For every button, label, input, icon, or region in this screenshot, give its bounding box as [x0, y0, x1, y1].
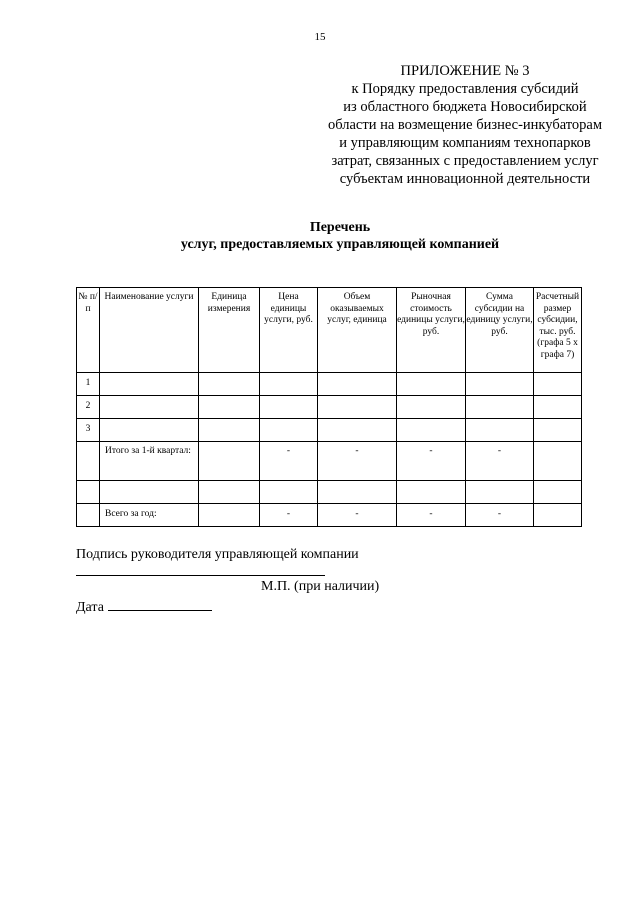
table-cell — [534, 373, 582, 396]
appendix-line: субъектам инновационной деятельности — [339, 171, 591, 187]
appendix-title: ПРИЛОЖЕНИЕ № 3 — [400, 63, 530, 79]
table-cell — [466, 481, 534, 504]
signature-label: Подпись руководителя управляющей компании — [76, 547, 359, 562]
appendix-line: и управляющим компаниям технопарков — [339, 135, 591, 151]
table-cell: - — [466, 504, 534, 527]
signature-block — [76, 546, 359, 564]
header-cell: № п/п — [77, 288, 100, 373]
title-line-1: Перечень — [309, 220, 371, 235]
services-table — [76, 287, 582, 527]
table-cell — [199, 373, 260, 396]
header-cell: Сумма субсидии на единицу услуги, руб. — [466, 288, 534, 373]
table-cell — [466, 396, 534, 419]
table-cell — [318, 373, 397, 396]
date-label: Дата — [76, 600, 104, 615]
table-cell — [534, 396, 582, 419]
table-header-row — [77, 288, 582, 373]
date-line — [108, 597, 212, 611]
table-cell: 3 — [77, 419, 100, 442]
table-row — [77, 419, 582, 442]
table-cell — [77, 481, 100, 504]
table-cell — [397, 419, 466, 442]
stamp-label: М.П. (при наличии) — [261, 579, 380, 594]
table-cell: - — [397, 442, 466, 481]
table-cell — [260, 419, 318, 442]
table-cell — [260, 481, 318, 504]
quarter-total-label: Итого за 1-й квартал: — [100, 442, 199, 481]
table-cell — [397, 396, 466, 419]
table-row — [77, 481, 582, 504]
table-cell — [77, 504, 100, 527]
table-cell: - — [318, 442, 397, 481]
table-cell — [199, 396, 260, 419]
table-row — [77, 396, 582, 419]
table-cell: - — [397, 504, 466, 527]
table-cell — [100, 419, 199, 442]
table-cell: - — [466, 442, 534, 481]
table-cell — [397, 373, 466, 396]
page-number: 15 — [314, 31, 326, 43]
header-cell: Наименование услуги — [100, 288, 199, 373]
table-cell — [199, 481, 260, 504]
table-row-year-total — [77, 504, 582, 527]
table-cell: - — [260, 504, 318, 527]
table-cell — [199, 504, 260, 527]
table-cell: 2 — [77, 396, 100, 419]
date-field — [76, 597, 212, 616]
table-cell — [199, 419, 260, 442]
table-cell: - — [318, 504, 397, 527]
table-cell — [534, 442, 582, 481]
header-cell: Цена единицы услуги, руб. — [260, 288, 318, 373]
appendix-line: затрат, связанных с предоставлением услуг — [331, 153, 599, 169]
table-cell — [466, 373, 534, 396]
appendix-line: к Порядку предоставления субсидий — [351, 81, 579, 97]
header-cell: Расчетный размер субсидии, тыс. руб. (графа 5 x графа 7) — [534, 288, 582, 373]
table-cell — [397, 481, 466, 504]
year-total-label: Всего за год: — [100, 504, 199, 527]
header-cell: Объем оказываемых услуг, единица — [318, 288, 397, 373]
table-cell — [77, 442, 100, 481]
table-row — [77, 373, 582, 396]
table-cell — [466, 419, 534, 442]
table-cell — [260, 373, 318, 396]
appendix-header — [300, 62, 630, 188]
table-cell — [199, 442, 260, 481]
document-title — [0, 219, 640, 253]
signature-line — [76, 575, 325, 576]
table-cell — [100, 481, 199, 504]
table-cell — [260, 396, 318, 419]
table-cell — [318, 396, 397, 419]
table-row-quarter-total — [77, 442, 582, 481]
table-cell — [100, 373, 199, 396]
table-cell — [534, 419, 582, 442]
table-cell: 1 — [77, 373, 100, 396]
appendix-line: из областного бюджета Новосибирской — [343, 99, 587, 115]
header-cell: Рыночная стоимость единицы услуги, руб. — [397, 288, 466, 373]
table-cell — [100, 396, 199, 419]
table-cell — [318, 481, 397, 504]
header-cell: Единица измерения — [199, 288, 260, 373]
table-cell: - — [260, 442, 318, 481]
table-cell — [534, 504, 582, 527]
table-cell — [534, 481, 582, 504]
table-cell — [318, 419, 397, 442]
appendix-line: области на возмещение бизнес-инкубаторам — [327, 117, 603, 133]
title-line-2: услуг, предоставляемых управляющей компанией — [180, 237, 500, 252]
